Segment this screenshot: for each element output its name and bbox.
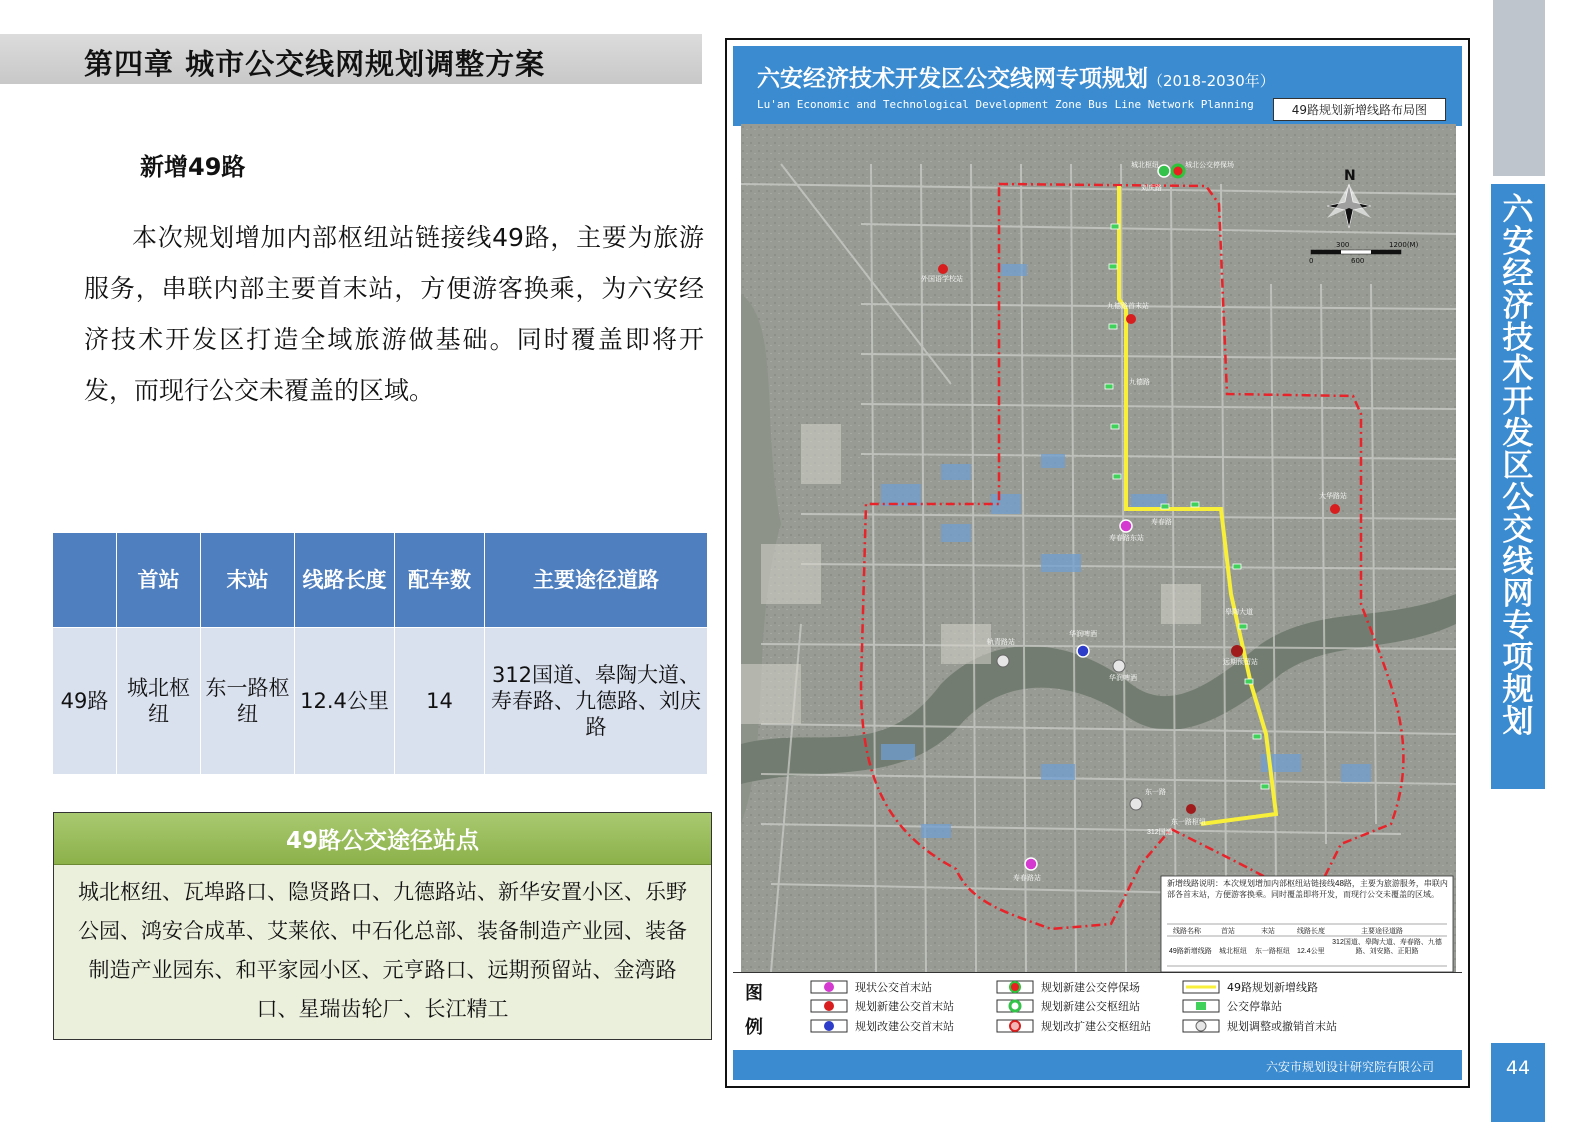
label-yuanqi: 远期预留站 bbox=[1223, 659, 1258, 666]
note-cell-3: 12.4公里 bbox=[1297, 948, 1325, 955]
page-number: 44 bbox=[1491, 1043, 1545, 1122]
scale-300: 300 bbox=[1336, 241, 1350, 249]
stops-list: 城北枢纽、瓦埠路口、隐贤路口、九德路站、新华安置小区、乐野公园、鸿安合成革、艾莱依、中石化总部、装备制造产业园、装备制造产业园东、和平家园小区、元亨路口、远期预留站、金湾路口、星瑞齿轮厂、长江精工 bbox=[78, 880, 687, 1021]
label-huarun2: 华润啤酒 bbox=[1109, 675, 1137, 682]
map-note bbox=[1161, 876, 1453, 972]
note-head-0: 线路名称 bbox=[1173, 928, 1201, 935]
note-head-2: 末站 bbox=[1261, 928, 1275, 935]
note-head-4: 主要途径道路 bbox=[1361, 928, 1403, 935]
existing-stop-marker bbox=[1025, 858, 1037, 870]
map-title-text: 六安经济技术开发区公交线网专项规划 bbox=[757, 66, 1148, 92]
new-hub-icon bbox=[995, 999, 1035, 1013]
legend bbox=[733, 972, 1462, 1049]
header-last-stop: 末站 bbox=[201, 533, 295, 628]
legend-new-start bbox=[809, 998, 954, 1014]
adjust-stop-marker bbox=[1113, 660, 1125, 672]
legend-existing bbox=[809, 979, 932, 995]
legend-text-depot: 规划新建公交停保场 bbox=[1041, 981, 1140, 994]
map-footer: 六安市规划设计研究院有限公司 bbox=[733, 1050, 1462, 1080]
note-cell-4: 312国道、皋陶大道、寿春路、九德路、刘安路、正阳路 bbox=[1332, 939, 1442, 955]
label-hub-north: 城北枢纽 bbox=[1131, 162, 1159, 169]
note-cell-0: 49路新增线路 bbox=[1169, 948, 1212, 955]
label-huarun: 华润啤酒 bbox=[1069, 631, 1097, 638]
map-title bbox=[757, 60, 1275, 93]
bus-stop-icon bbox=[1181, 999, 1221, 1013]
legend-expand-hub bbox=[995, 1018, 1151, 1034]
rebuild-stop-icon bbox=[809, 1019, 849, 1033]
label-dongyi: 东一路枢纽 bbox=[1171, 819, 1206, 826]
map-graphic bbox=[741, 124, 1456, 972]
stops-box bbox=[53, 812, 712, 1040]
legend-text-route: 49路规划新增线路 bbox=[1227, 981, 1318, 994]
header-blank bbox=[53, 533, 117, 628]
cell-roads: 312国道、皋陶大道、寿春路、九德路、刘庆路 bbox=[485, 628, 708, 775]
note-head-3: 线路长度 bbox=[1297, 928, 1325, 935]
legend-rebuild bbox=[809, 1018, 954, 1034]
legend-text-rebuild: 规划改建公交首末站 bbox=[855, 1020, 954, 1033]
map-area bbox=[741, 124, 1456, 972]
label-gaotao: 皋陶大道 bbox=[1225, 609, 1253, 616]
label-dahua: 大华路站 bbox=[1319, 493, 1347, 500]
start-stop-marker bbox=[1231, 645, 1243, 657]
cell-last-stop: 东一路枢纽 bbox=[201, 628, 295, 775]
route-table-header bbox=[53, 533, 708, 628]
map-subtitle: Lu'an Economic and Technological Development Zone Bus Line Network Planning bbox=[757, 98, 1254, 111]
label-shouchun-east: 寿春路东站 bbox=[1109, 535, 1144, 542]
adjust-stop-icon bbox=[1181, 1019, 1221, 1033]
adjust-stop-marker bbox=[1130, 798, 1142, 810]
legend-text-bus-stop: 公交停靠站 bbox=[1227, 1000, 1282, 1013]
cell-vehicles: 14 bbox=[395, 628, 485, 775]
header-first-stop: 首站 bbox=[117, 533, 201, 628]
existing-stop-marker bbox=[1120, 520, 1132, 532]
adjust-stop-marker bbox=[997, 655, 1009, 667]
existing-stop-icon bbox=[809, 980, 849, 994]
label-depot: 城北公交停保场 bbox=[1185, 162, 1234, 169]
scale-600: 600 bbox=[1351, 257, 1365, 265]
label-jianming: 轨青路站 bbox=[987, 639, 1015, 646]
scale-0: 0 bbox=[1309, 257, 1314, 265]
map-tag: 49路规划新增线路布局图 bbox=[1273, 98, 1446, 121]
start-stop-marker bbox=[1330, 504, 1340, 514]
cell-first-stop: 城北枢纽 bbox=[117, 628, 201, 775]
cell-length: 12.4公里 bbox=[295, 628, 395, 775]
cell-line: 49路 bbox=[53, 628, 117, 775]
legend-depot bbox=[995, 979, 1140, 995]
rebuild-stop-marker bbox=[1077, 645, 1089, 657]
side-title: 六安经济技术开发区公交线网专项规划 bbox=[1502, 192, 1534, 740]
note-text: 新增线路说明：本次规划增加内部枢纽站链接线48路，主要为旅游服务，串联内部各首末站，方便游客换乘。同时覆盖即将开发，而现行公交未覆盖的区域。 bbox=[1167, 879, 1448, 899]
legend-text-new-start: 规划新建公交首末站 bbox=[855, 1000, 954, 1013]
label-shouchun-stop: 寿春路站 bbox=[1013, 875, 1041, 882]
start-stop-marker bbox=[938, 264, 948, 274]
legend-text-new-hub: 规划新建公交枢纽站 bbox=[1041, 1000, 1140, 1013]
start-stop-marker bbox=[1186, 804, 1196, 814]
legend-new-hub bbox=[995, 998, 1140, 1014]
route-table bbox=[52, 532, 708, 775]
label-shouchun: 寿春路 bbox=[1151, 519, 1172, 526]
legend-text-expand-hub: 规划改扩建公交枢纽站 bbox=[1041, 1020, 1151, 1033]
header-roads: 主要途径道路 bbox=[485, 533, 708, 628]
north-label: N bbox=[1344, 168, 1356, 184]
map-panel bbox=[725, 38, 1470, 1088]
note-head-1: 首站 bbox=[1221, 928, 1235, 935]
note-cell-1: 城北枢纽 bbox=[1219, 948, 1247, 955]
start-stop-marker bbox=[1126, 314, 1136, 324]
depot-icon bbox=[995, 980, 1035, 994]
side-grey-tab bbox=[1493, 0, 1545, 176]
label-jiude-road: 九德路 bbox=[1129, 379, 1150, 386]
legend-route bbox=[1181, 979, 1318, 995]
header-vehicles: 配车数 bbox=[395, 533, 485, 628]
legend-text-existing: 现状公交首末站 bbox=[855, 981, 932, 994]
legend-label-top: 图 bbox=[745, 983, 763, 1004]
label-waiguoyu: 外国语学校站 bbox=[921, 276, 963, 283]
note-cell-2: 东一路枢纽 bbox=[1255, 948, 1290, 955]
stops-title: 49路公交途径站点 bbox=[54, 813, 711, 865]
legend-text-adjust: 规划调整或撤销首末站 bbox=[1227, 1020, 1337, 1033]
expand-hub-icon bbox=[995, 1019, 1035, 1033]
legend-bus-stop bbox=[1181, 998, 1282, 1014]
legend-adjust bbox=[1181, 1018, 1337, 1034]
label-jiude-stop: 九德路首末站 bbox=[1107, 303, 1149, 310]
depot-marker bbox=[1172, 165, 1184, 177]
intro-paragraph: 本次规划增加内部枢纽站链接线49路，主要为旅游服务，串联内部主要首末站，方便游客换乘，为六安经济技术开发区打造全域旅游做基础。同时覆盖即将开发，而现行公交未覆盖的区域。 bbox=[84, 223, 704, 405]
label-dongyilu: 东一路 bbox=[1145, 789, 1166, 796]
new-stop-icon bbox=[809, 999, 849, 1013]
header-length: 线路长度 bbox=[295, 533, 395, 628]
map-header bbox=[733, 46, 1462, 126]
table-row bbox=[53, 628, 708, 775]
route-line-icon bbox=[1181, 980, 1221, 994]
section-title: 新增49路 bbox=[140, 153, 246, 181]
hub-marker bbox=[1158, 165, 1170, 177]
scale-1200: 1200(M) bbox=[1389, 241, 1419, 249]
label-liuqing: 刘庆路 bbox=[1141, 185, 1162, 192]
map-years: （2018-2030年） bbox=[1148, 72, 1275, 90]
legend-label-bottom: 例 bbox=[745, 1017, 763, 1038]
label-g312: 312国道 bbox=[1147, 829, 1173, 836]
chapter-title: 第四章 城市公交线网规划调整方案 bbox=[84, 47, 546, 81]
